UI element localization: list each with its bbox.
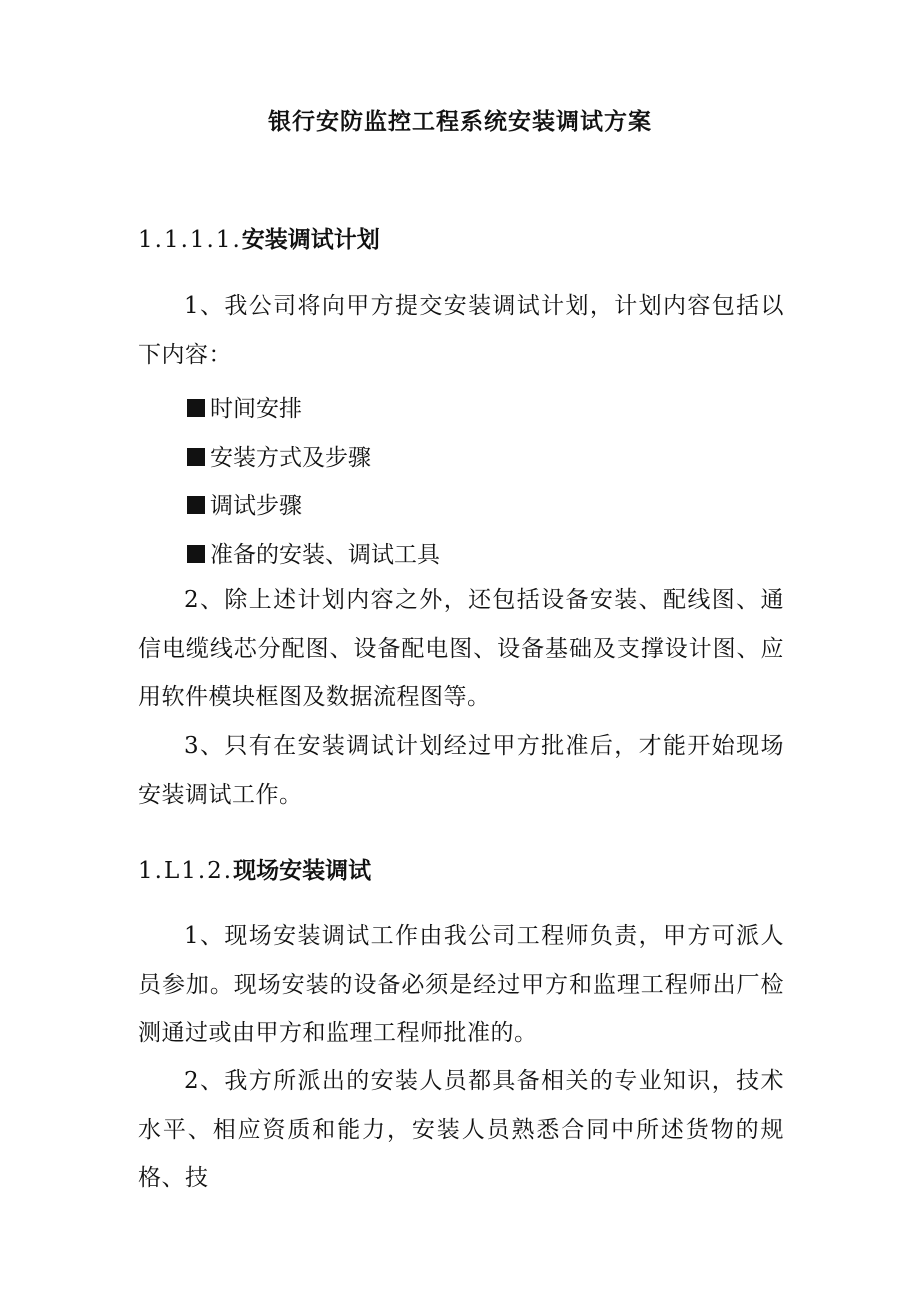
bullet-text: 准备的安装、调试工具 bbox=[210, 542, 440, 568]
paragraph-onsite-responsibility: 1、现场安装调试工作由我公司工程师负责，甲方可派人员参加。现场安装的设备必须是经过甲方和监理工程师出厂检测通过或由甲方和监理工程师批准的。 bbox=[138, 923, 784, 1046]
section-heading-text: 现场安装调试 bbox=[233, 857, 372, 884]
bullet-text: 安装方式及步骤 bbox=[210, 445, 371, 471]
bullet-text: 时间安排 bbox=[210, 396, 302, 422]
bullet-item bbox=[187, 487, 302, 520]
square-bullet-icon bbox=[187, 496, 205, 514]
section-number: 1.1.1.1. bbox=[138, 227, 242, 253]
bullet-item bbox=[187, 536, 440, 569]
section-heading-text: 安装调试计划 bbox=[241, 226, 380, 253]
section-heading-install-plan bbox=[138, 221, 380, 254]
document-title: 银行安防监控工程系统安装调试方案 bbox=[268, 108, 652, 135]
square-bullet-icon bbox=[187, 399, 205, 417]
paragraph-plan-intro: 1、我公司将向甲方提交安装调试计划，计划内容包括以下内容： bbox=[138, 293, 784, 368]
paragraph-plan-contents: 2、除上述计划内容之外，还包括设备安装、配线图、通信电缆线芯分配图、设备配电图、设备基础及支撑设计图、应用软件模块框图及数据流程图等。 bbox=[138, 587, 784, 710]
section-number: 1.L1.2. bbox=[138, 858, 234, 884]
square-bullet-icon bbox=[187, 545, 205, 563]
bullet-text: 调试步骤 bbox=[210, 493, 302, 519]
paragraph-plan-approval: 3、只有在安装调试计划经过甲方批准后，才能开始现场安装调试工作。 bbox=[138, 733, 784, 808]
bullet-item bbox=[187, 439, 371, 472]
square-bullet-icon bbox=[187, 448, 205, 466]
section-heading-onsite-install bbox=[138, 852, 371, 885]
paragraph-onsite-staff: 2、我方所派出的安装人员都具备相关的专业知识，技术水平、相应资质和能力，安装人员熟悉合同中所述货物的规格、技 bbox=[138, 1068, 784, 1191]
bullet-item bbox=[187, 390, 302, 423]
